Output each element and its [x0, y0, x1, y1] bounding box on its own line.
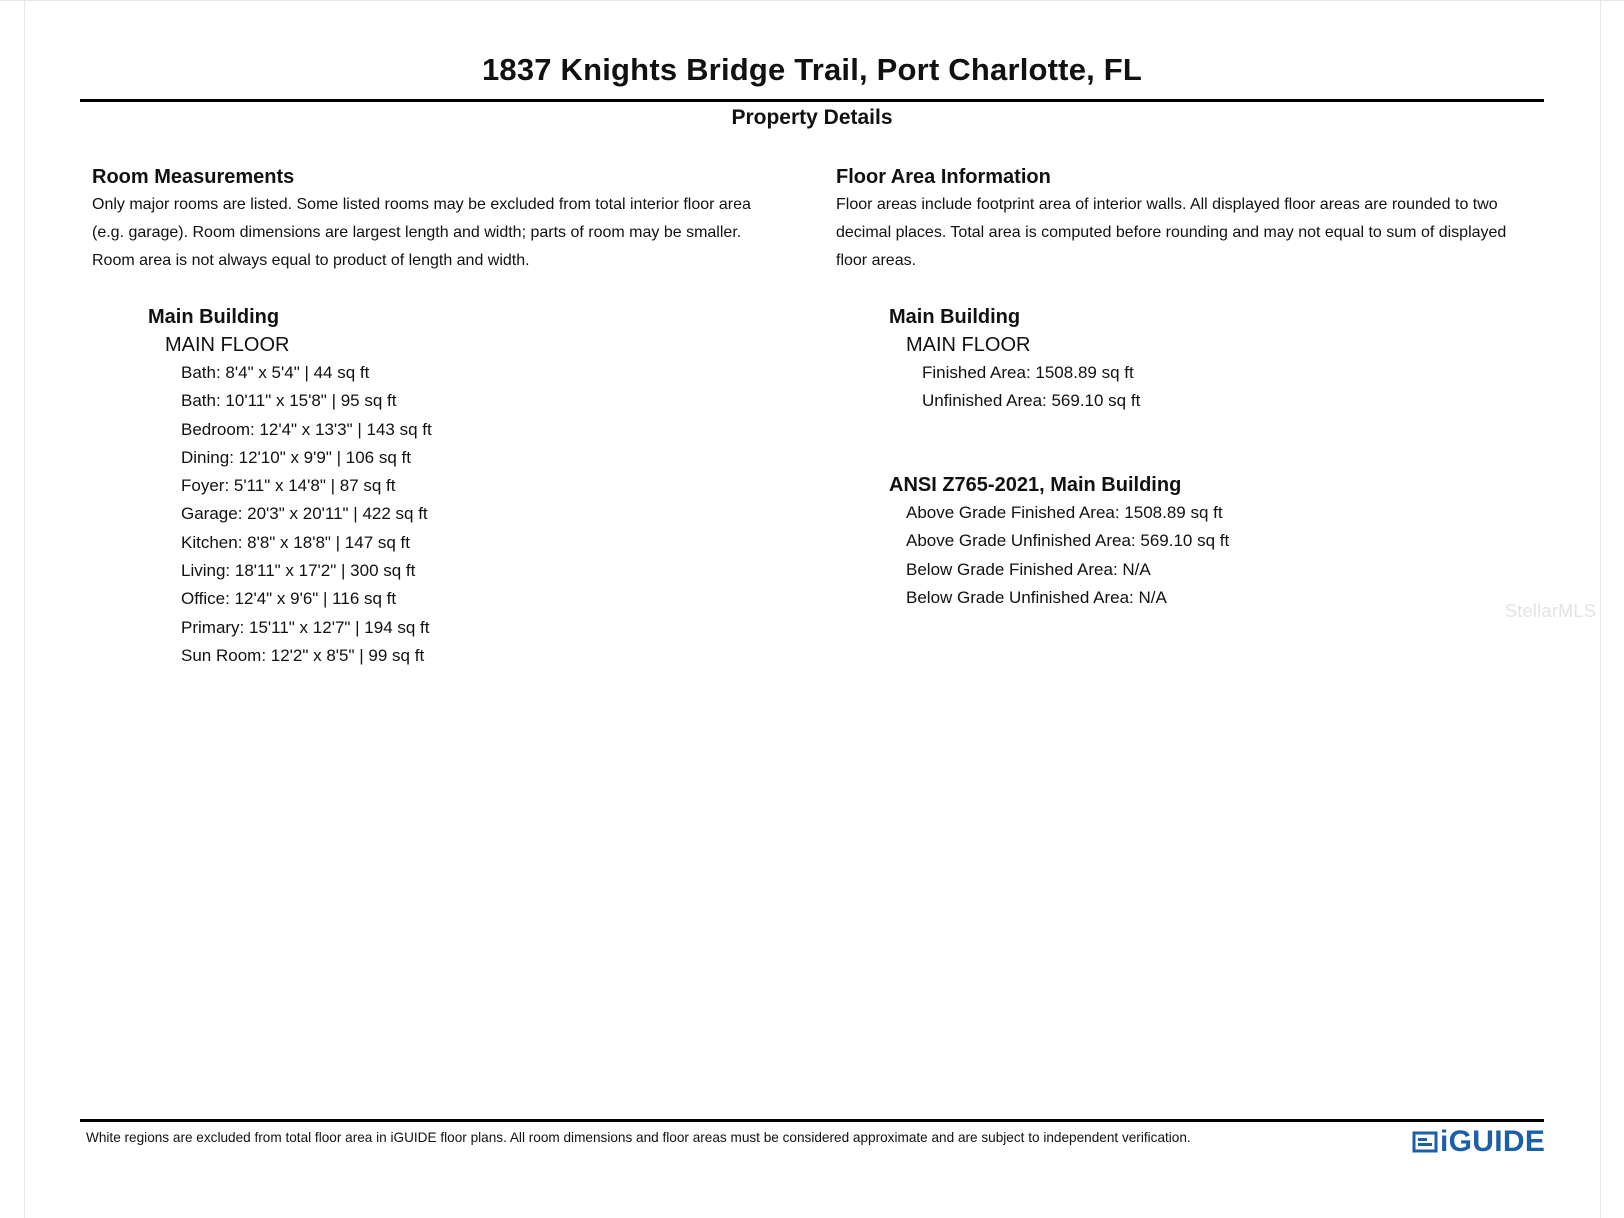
- room-measurements-heading: Room Measurements: [92, 166, 295, 188]
- area-floor-label: MAIN FLOOR: [906, 334, 1031, 356]
- ansi-item: Above Grade Finished Area: 1508.89 sq ft: [906, 503, 1223, 522]
- ansi-heading: ANSI Z765-2021, Main Building: [889, 474, 1182, 496]
- iguide-logo-icon: [1412, 1130, 1438, 1154]
- header-divider: [80, 99, 1544, 102]
- area-item: Unfinished Area: 569.10 sq ft: [922, 391, 1141, 411]
- room-measurements-description-line: (e.g. garage). Room dimensions are largest length and width; parts of room may be smaller.: [92, 224, 742, 241]
- iguide-logo: [1412, 1125, 1545, 1159]
- page-border-left: [24, 0, 25, 1218]
- floor-area-description-line: Floor areas include footprint area of interior walls. All displayed floor areas are rounded to two: [836, 196, 1498, 213]
- room-item: Living: 18'11" x 17'2" | 300 sq ft: [181, 561, 416, 581]
- footer-disclaimer: White regions are excluded from total floor area in iGUIDE floor plans. All room dimensions and floor areas must be considered approximate and are subject to independent verification.: [86, 1130, 1191, 1145]
- room-item: Kitchen: 8'8" x 18'8" | 147 sq ft: [181, 532, 411, 552]
- room-item: Foyer: 5'11" x 14'8" | 87 sq ft: [181, 476, 396, 496]
- footer-divider: [80, 1119, 1544, 1122]
- room-item: Bath: 10'11" x 15'8" | 95 sq ft: [181, 391, 397, 411]
- floor-area-heading: Floor Area Information: [836, 166, 1051, 188]
- room-measurements-description-line: Only major rooms are listed. Some listed rooms may be excluded from total interior floor area: [92, 196, 751, 213]
- iguide-logo-text: iGUIDE: [1440, 1125, 1546, 1158]
- ansi-item: Below Grade Unfinished Area: N/A: [906, 587, 1167, 607]
- floor-area-section: [836, 163, 1556, 275]
- room-item: Bedroom: 12'4" x 13'3" | 143 sq ft: [181, 419, 432, 439]
- room-list: [181, 359, 432, 670]
- page-border-top: [0, 0, 1624, 1]
- area-building-heading: Main Building: [889, 306, 1021, 328]
- ansi-list: [906, 499, 1229, 612]
- page-title: 1837 Knights Bridge Trail, Port Charlotte, FL: [481, 52, 1143, 87]
- room-item: Garage: 20'3" x 20'11" | 422 sq ft: [181, 504, 428, 524]
- watermark: StellarMLS: [1505, 601, 1597, 621]
- room-measurements-section: [92, 163, 812, 275]
- ansi-item: Below Grade Finished Area: N/A: [906, 559, 1151, 579]
- floor-area-description-line: floor areas.: [836, 252, 917, 269]
- room-measurements-description-line: Room area is not always equal to product of length and width.: [92, 252, 530, 269]
- room-item: Dining: 12'10" x 9'9" | 106 sq ft: [181, 447, 411, 467]
- ansi-item: Above Grade Unfinished Area: 569.10 sq ft: [906, 531, 1230, 551]
- page-subtitle: Property Details: [731, 106, 893, 129]
- area-list: [922, 359, 1140, 416]
- room-item: Bath: 8'4" x 5'4" | 44 sq ft: [181, 363, 370, 382]
- room-building-heading: Main Building: [148, 306, 280, 328]
- room-floor-label: MAIN FLOOR: [165, 334, 290, 356]
- page-border-right: [1600, 0, 1601, 1218]
- floor-area-description-line: decimal places. Total area is computed before rounding and may not equal to sum of displayed: [836, 224, 1507, 241]
- room-item: Sun Room: 12'2" x 8'5" | 99 sq ft: [181, 645, 425, 665]
- room-item: Office: 12'4" x 9'6" | 116 sq ft: [181, 589, 397, 609]
- room-item: Primary: 15'11" x 12'7" | 194 sq ft: [181, 617, 430, 637]
- area-item: Finished Area: 1508.89 sq ft: [922, 363, 1134, 382]
